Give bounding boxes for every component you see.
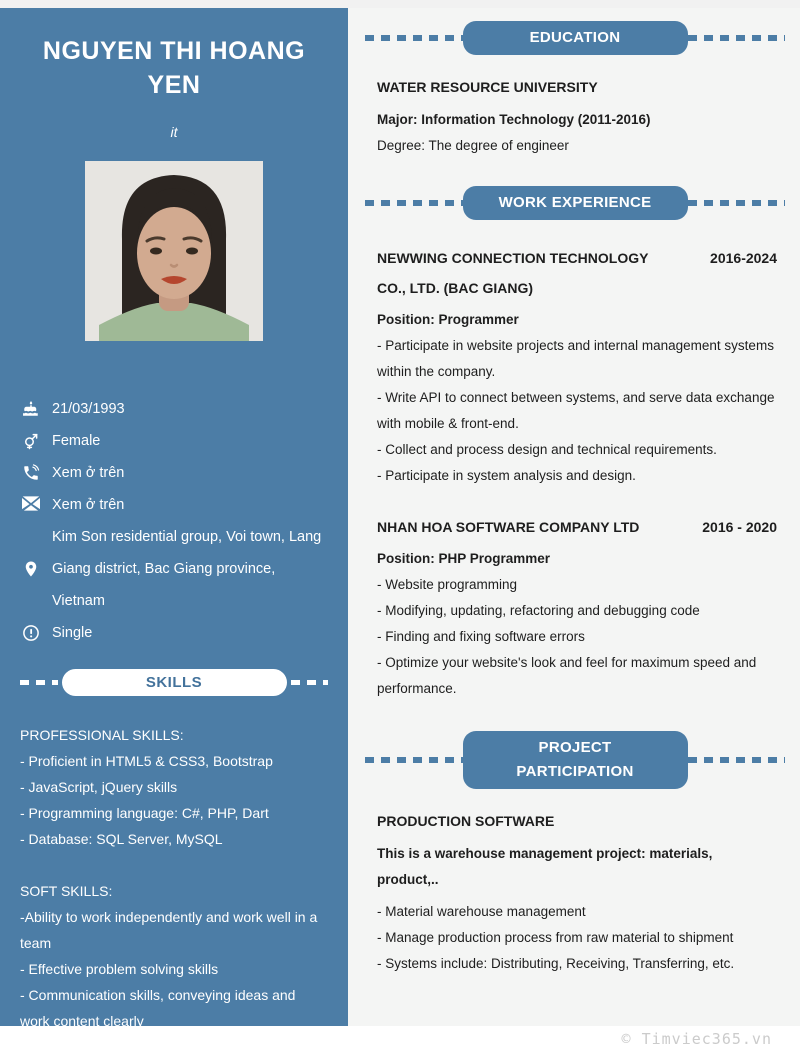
profile-photo xyxy=(85,161,263,341)
skill-item: - Communication skills, conveying ideas and work content clearly xyxy=(20,987,296,1029)
contact-row-birthday xyxy=(22,393,330,425)
mail-icon xyxy=(22,489,52,511)
gender-value: Female xyxy=(52,433,101,449)
address-value: Kim Son residential group, Voi town, Lang Giang district, Bac Giang province, Vietnam xyxy=(52,529,322,609)
watermark-text: © Timviec365.vn xyxy=(621,1030,772,1048)
skill-item: - Database: SQL Server, MySQL xyxy=(20,831,223,847)
school-name: WATER RESOURCE UNIVERSITY xyxy=(377,79,598,95)
job-bullet: - Participate in website projects and internal management systems within the company. xyxy=(377,338,774,379)
candidate-name: NGUYEN THI HOANG YEN xyxy=(42,37,306,99)
dashed-line-left xyxy=(365,757,463,763)
soft-skills-title: SOFT SKILLS: xyxy=(20,883,113,899)
dashed-line-left xyxy=(20,680,58,685)
education-degree: Degree: The degree of engineer xyxy=(377,138,569,153)
sidebar xyxy=(0,8,348,1029)
work-content xyxy=(348,243,800,702)
location-icon xyxy=(22,560,52,578)
education-major: Major: Information Technology (2011-2016) xyxy=(377,112,651,127)
skills-header-pill: SKILLS xyxy=(62,669,287,696)
contact-row-address xyxy=(22,521,330,617)
dashed-line-left xyxy=(365,200,463,206)
dashed-line-left xyxy=(365,35,463,41)
work-header-pill: WORK EXPERIENCE xyxy=(463,186,688,220)
marital-status-value: Single xyxy=(52,625,93,641)
job-bullet: - Collect and process design and technical requirements. xyxy=(377,442,717,457)
job-position: Position: Programmer xyxy=(377,312,519,327)
project-summary: This is a warehouse management project: materials, product,.. xyxy=(377,846,713,887)
project-header-pill: PROJECT PARTICIPATION xyxy=(463,731,688,789)
skill-item: - JavaScript, jQuery skills xyxy=(20,779,178,795)
spacer xyxy=(20,852,328,878)
job-bullets xyxy=(377,572,777,702)
project-bullet: - Manage production process from raw material to shipment xyxy=(377,930,734,945)
job-bullet: - Write API to connect between systems, and serve data exchange with mobile & front-end. xyxy=(377,390,775,431)
company-name: NHAN HOA SOFTWARE COMPANY LTD xyxy=(377,519,640,535)
job-dates: 2016 - 2020 xyxy=(702,519,777,535)
education-header-pill: EDUCATION xyxy=(463,21,688,55)
education-content xyxy=(348,79,800,159)
job-bullet: - Website programming xyxy=(377,577,518,592)
gender-icon xyxy=(22,425,52,450)
job-bullets xyxy=(377,333,777,489)
marital-status-icon xyxy=(22,617,52,642)
skills-section-header xyxy=(0,669,348,696)
job-bullet: - Participate in system analysis and design. xyxy=(377,468,636,483)
project-section-header xyxy=(348,731,800,789)
skill-item: - Effective problem solving skills xyxy=(20,961,219,977)
contact-row-gender xyxy=(22,425,330,457)
skill-item: - Proficient in HTML5 & CSS3, Bootstrap xyxy=(20,753,273,769)
job-bullet: - Modifying, updating, refactoring and debugging code xyxy=(377,603,700,618)
contact-row-marital-status xyxy=(22,617,330,649)
project-bullet: - Systems include: Distributing, Receiving, Transferring, etc. xyxy=(377,956,735,971)
skill-item: - Programming language: C#, PHP, Dart xyxy=(20,805,269,821)
main-column xyxy=(348,8,800,1026)
email-value: Xem ở trên xyxy=(52,497,125,513)
job-position: Position: PHP Programmer xyxy=(377,551,551,566)
job-dates: 2016-2024 xyxy=(710,250,777,266)
phone-value: Xem ở trên xyxy=(52,465,125,481)
project-name: PRODUCTION SOFTWARE xyxy=(377,813,555,829)
job-header xyxy=(377,512,777,542)
contact-row-phone xyxy=(22,457,330,489)
skill-item: -Ability to work independently and work well in a team xyxy=(20,909,318,951)
job-entry xyxy=(377,512,777,702)
phone-icon xyxy=(22,457,52,482)
education-section-header xyxy=(348,21,800,55)
cake-icon xyxy=(22,393,52,418)
project-content xyxy=(348,813,800,977)
job-header xyxy=(377,243,777,303)
dashed-line-right xyxy=(688,757,786,763)
resume-page xyxy=(0,8,800,1029)
dashed-line-right xyxy=(688,35,786,41)
job-bullet: - Finding and fixing software errors xyxy=(377,629,585,644)
page-top-margin xyxy=(0,0,800,8)
birthday-value: 21/03/1993 xyxy=(52,401,125,417)
contact-list xyxy=(0,393,348,649)
work-section-header xyxy=(348,186,800,220)
professional-skills-title: PROFESSIONAL SKILLS: xyxy=(20,727,184,743)
job-entry xyxy=(377,243,777,489)
dashed-line-right xyxy=(291,680,329,685)
job-bullet: - Optimize your website's look and feel for maximum speed and performance. xyxy=(377,655,757,696)
contact-row-email xyxy=(22,489,330,521)
project-bullets xyxy=(377,899,777,977)
skills-content xyxy=(0,722,348,1034)
project-bullet: - Material warehouse management xyxy=(377,904,586,919)
dashed-line-right xyxy=(688,200,786,206)
candidate-job-title: it xyxy=(170,124,178,140)
company-name: NEWWING CONNECTION TECHNOLOGY CO., LTD. (BAC GIANG) xyxy=(377,250,649,296)
